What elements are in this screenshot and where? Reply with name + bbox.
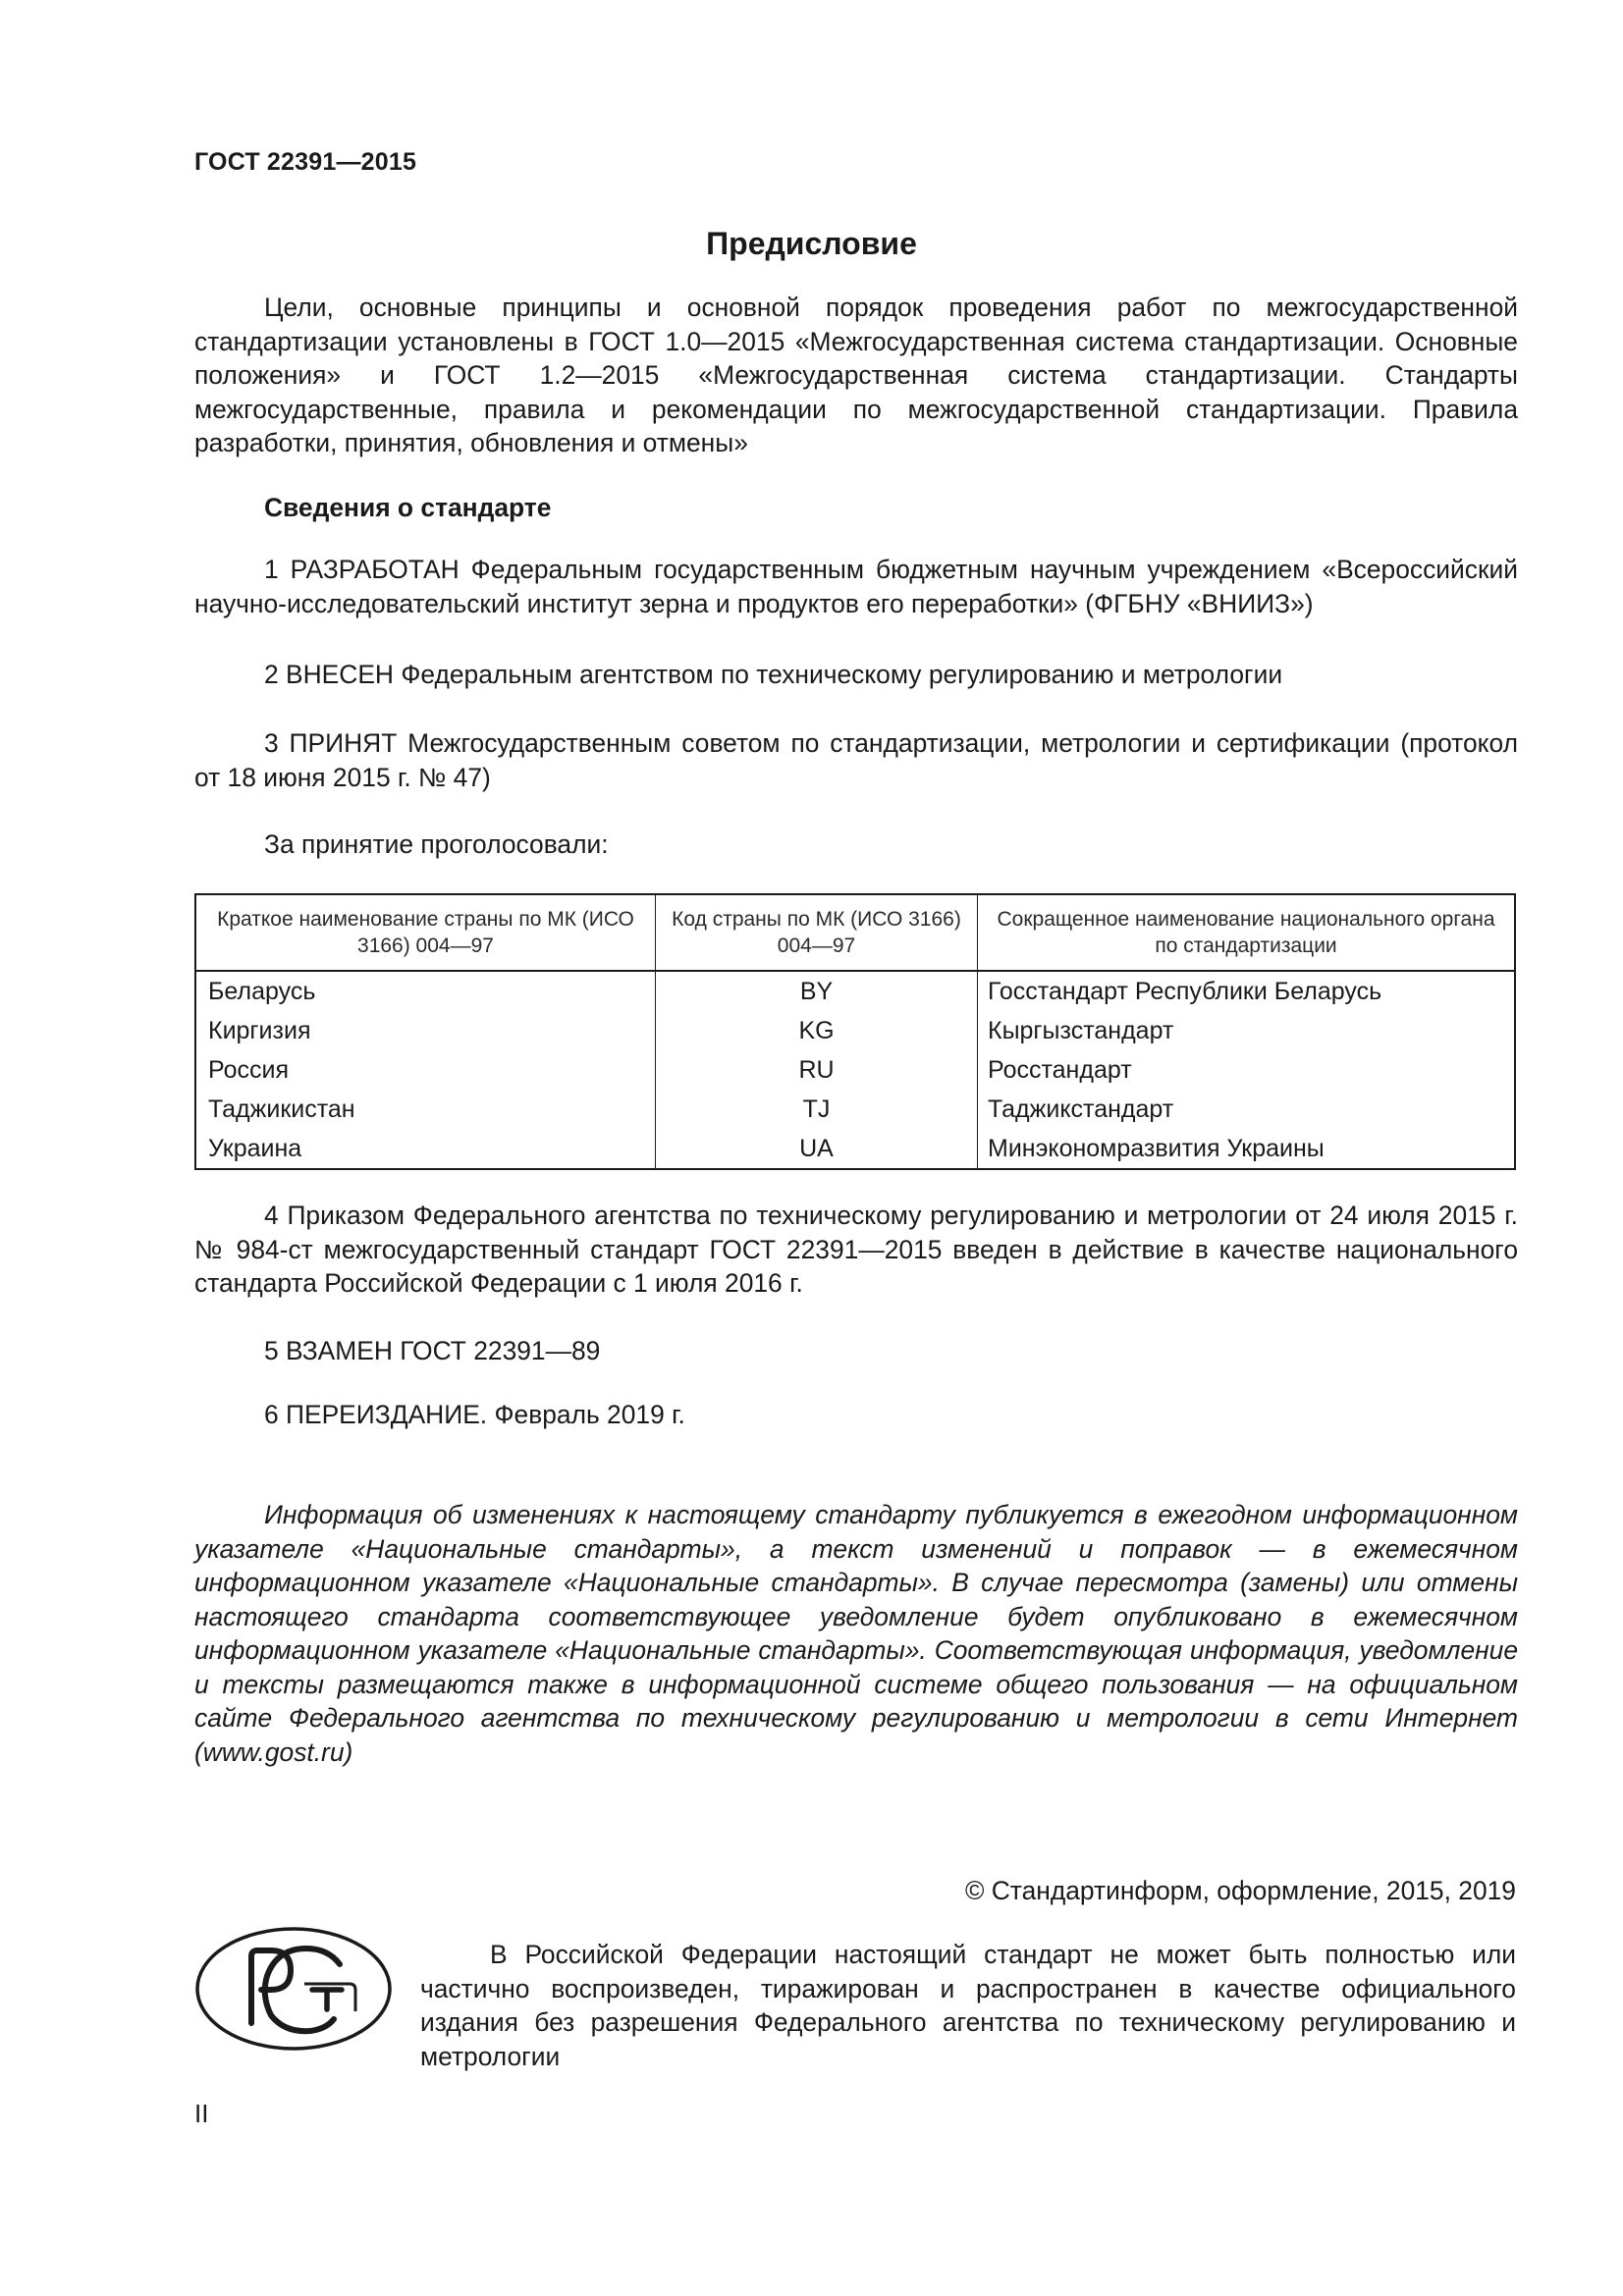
body-cell: Минэкономразвития Украины [978,1129,1516,1169]
body-cell: Кыргызстандарт [978,1011,1516,1050]
table-row [195,971,1515,1011]
rst-conformity-mark-icon [194,1925,393,2053]
item-replaces: 5 ВЗАМЕН ГОСТ 22391—89 [264,1336,601,1365]
changes-notice: Информация об изменениях к настоящему стандарту публикуется в ежегодном информационном указателе «Национальные стандарты», а текст изменений и поправок — в ежемесячном информационном указателе «Национальные стандарты». В случае пересмотра (замены) или отмены настоящего стандарта соответствующее уведомление будет опубликовано в ежемесячном информационном указателе «Национальные стандарты». Соответствующая информация, уведомление и тексты размещаются также в информационной системе общего пользования — на официальном сайте Федерального агентства по техническому регулированию и метрологии в сети Интернет (www.gost.ru) [194,1500,1518,1767]
document-id: ГОСТ 22391—2015 [194,148,417,176]
code-cell: TJ [656,1090,978,1129]
code-cell: BY [656,971,978,1011]
table-row [195,1129,1515,1169]
page-title: Предисловие [706,226,917,261]
code-cell: KG [656,1011,978,1050]
table-row [195,1090,1515,1129]
country-cell: Беларусь [195,971,656,1011]
copyright-line: © Стандартинформ, оформление, 2015, 2019 [964,1876,1516,1905]
code-cell: RU [656,1050,978,1090]
column-header-code: Код страны по МК (ИСО 3166) 004—97 [656,894,978,971]
item-submitted: 2 ВНЕСЕН Федеральным агентством по техническому регулированию и метрологии [264,660,1283,689]
body-cell: Таджикстандарт [978,1090,1516,1129]
country-cell: Россия [195,1050,656,1090]
legal-notice: В Российской Федерации настоящий стандарт не может быть полностью или частично воспроизведен, тиражирован и распространен в качестве официального издания без разрешения Федерального агентства по техническому регулированию и метрологии [420,1940,1516,2071]
item-developed: 1 РАЗРАБОТАН Федеральным государственным бюджетным научным учреждением «Всероссийский научно-исследовательский институт зерна и продуктов его переработки» (ФГБНУ «ВНИИЗ») [194,555,1518,618]
country-cell: Киргизия [195,1011,656,1050]
votes-table-header [195,894,1515,971]
item-reissue: 6 ПЕРЕИЗДАНИЕ. Февраль 2019 г. [264,1400,685,1429]
body-cell: Госстандарт Республики Беларусь [978,971,1516,1011]
column-header-body: Сокращенное наименование национального органа по стандартизации [978,894,1516,971]
item-order: 4 Приказом Федерального агентства по техническому регулированию и метрологии от 24 июля 2015 г. № 984-ст межгосударственный стандарт ГОСТ 22391—2015 введен в действие в качестве национального стандарта Российской Федерации с 1 июля 2016 г. [194,1201,1518,1298]
voted-intro: За принятие проголосовали: [264,829,609,859]
column-header-country: Краткое наименование страны по МК (ИСО 3166) 004—97 [195,894,656,971]
country-cell: Таджикистан [195,1090,656,1129]
country-cell: Украина [195,1129,656,1169]
code-cell: UA [656,1129,978,1169]
body-cell: Росстандарт [978,1050,1516,1090]
intro-paragraph: Цели, основные принципы и основной порядок проведения работ по межгосударственной стандартизации установлены в ГОСТ 1.0—2015 «Межгосударственная система стандартизации. Основные положения» и ГОСТ 1.2—2015 «Межгосударственная система стандартизации. Стандарты межгосударственные, правила и рекомендации по межгосударственной стандартизации. Правила разработки, принятия, обновления и отмены» [194,293,1518,457]
votes-table [194,893,1516,1170]
table-row [195,1050,1515,1090]
item-adopted: 3 ПРИНЯТ Межгосударственным советом по стандартизации, метрологии и сертификации (протокол от 18 июня 2015 г. № 47) [194,728,1518,792]
section-heading: Сведения о стандарте [264,493,552,522]
table-row [195,1011,1515,1050]
page-number: II [194,2099,209,2128]
